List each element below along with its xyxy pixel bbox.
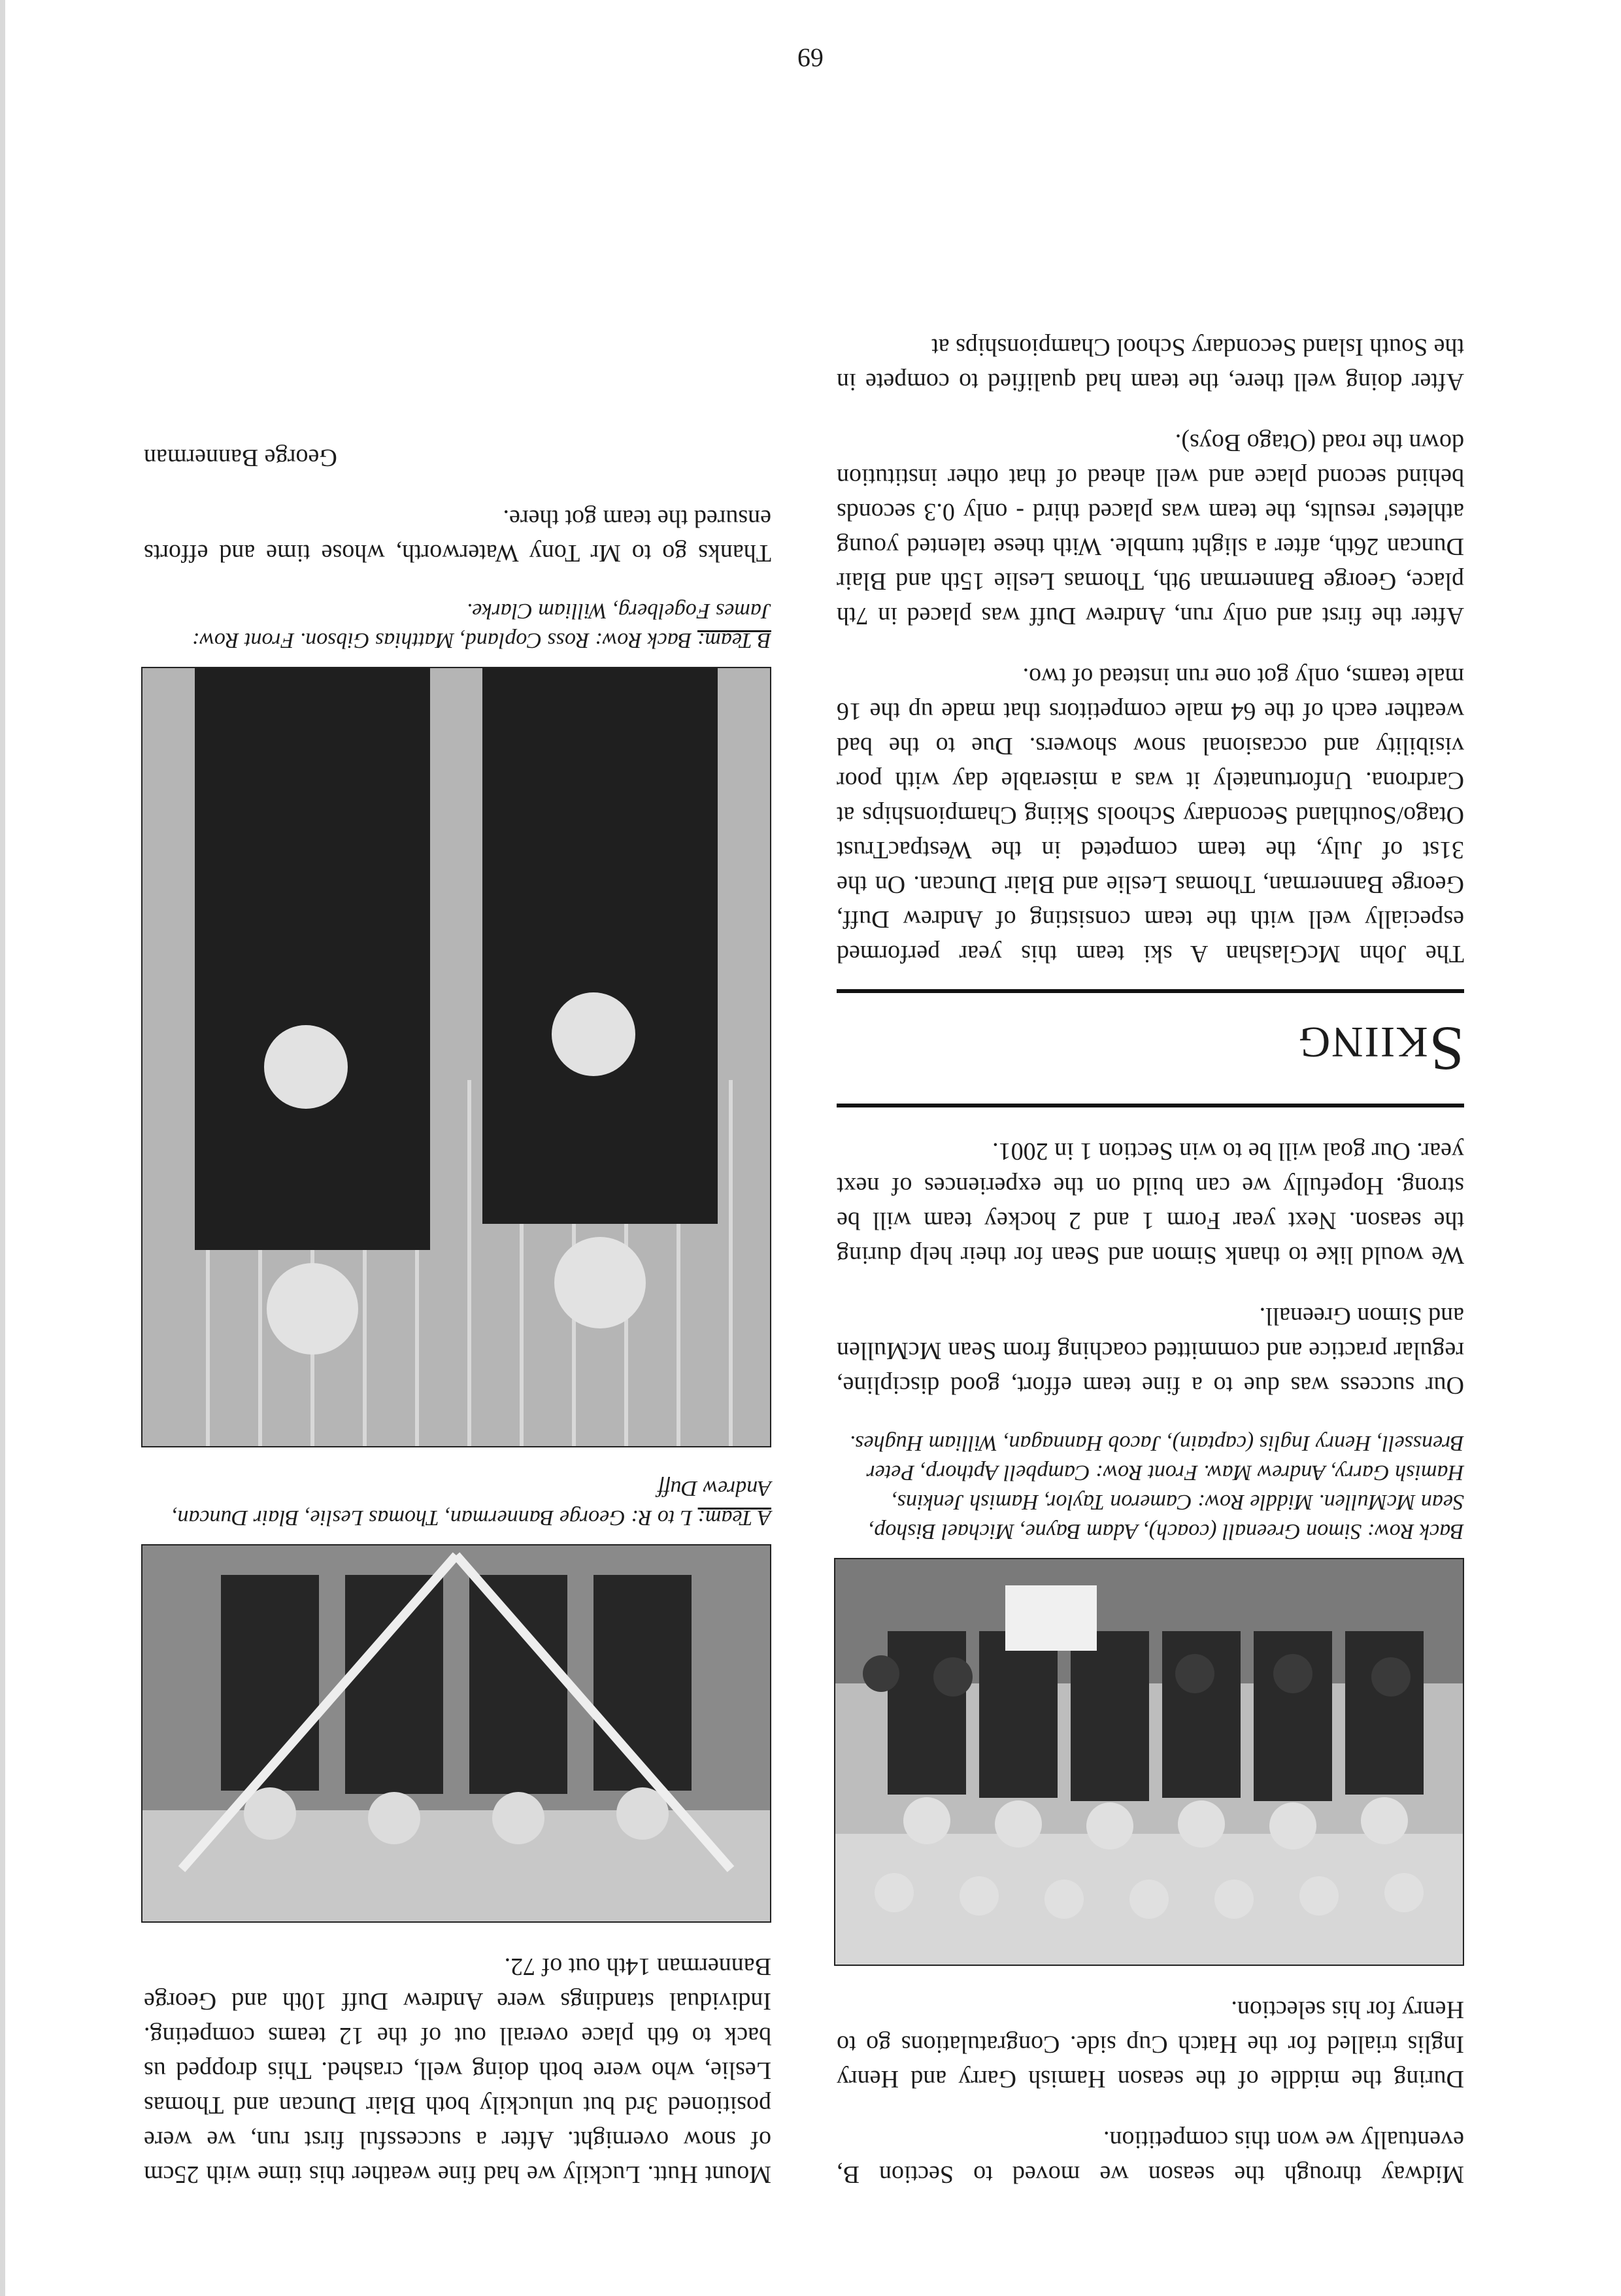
section-heading: Skiing [1297,1014,1464,1084]
paragraph: After the first and only run, Andrew Duff was placed in 7th place, George Bannerman 9th, Thomas Leslie 15th and Blair Duncan 26th, after a slight tumble. With these talented young athletes' results, the team was placed third - only 0.3 seconds behind second place and well ahead of that other institution down the road (Otago Boys). [837,429,1464,630]
left-column [837,303,1464,2191]
scan-edge-line [0,0,5,2296]
section-divider [837,989,1464,993]
paragraph: We would like to thank Simon and Sean for their help during the season. Next year Form 1 and 2 hockey team will be strong. Hopefully we can build on the experiences of next year. Our goal will be to win Section 1 in 2001. [837,1138,1464,1269]
ski-b-team-photo-image [142,668,770,1446]
paragraph: The John McGlashan A ski team this year performed especially well with the team consisting of Andrew Duff, George Bannerman, Thomas Leslie and Blair Duncan. On the 31st of July, the team competed in the WestpacTrust Otago/Southland Secondary Schools Skiing Championships at Cardrona. Unfortunately it was a miserable day with poor visibility and occasional snow showers. Due to the bad weather each of the 64 male competitors that made up the 16 male teams, only got one run instead of two. [837,663,1464,968]
hockey-team-photo-image [835,1559,1463,1965]
section-divider [837,1104,1464,1107]
paragraph: Thanks go to Mr Tony Waterworth, whose time and efforts ensured the team got there. [144,505,771,567]
paragraph: Mount Hutt. Luckily we had fine weather this time with 25cm of snow overnight. After a successful first run, we were positioned 3rd but unluckily both Blair Duncan and Thomas Leslie, who were both doing well, crashed. This dropped us back to 6th place overall out of the 12 teams competing. Individual standings were Andrew Duff 10th and George Bannerman 14th out of 72. [144,1953,771,2188]
ski-a-team-photo [141,1544,771,1923]
a-team-label: A Team: [697,1506,771,1530]
ski-a-team-photo-image [142,1545,770,1921]
paragraph: Our success was due to a fine team effort, good discipline, regular practice and committed coaching from Sean McMullen and Simon Greenall. [837,1302,1464,1399]
b-team-names: Back Row: Ross Copland, Matthias Gibson. Front Row: James Fogelberg, William Clarke. [192,599,771,652]
paragraph: After doing well there, the team had qualified to compete in the South Island Secondary School Championships at [837,333,1464,396]
right-column [144,414,771,2191]
a-team-names: L to R: George Bannerman, Thomas Leslie, Blair Duncan, Andrew Duff [171,1476,771,1530]
hockey-team-photo [834,1558,1464,1966]
ski-a-team-caption [144,1474,771,1532]
paragraph: During the middle of the season Hamish Garry and Henry Inglis trialled for the Hatch Cup side. Congratulations go to Henry for his selection. [837,1996,1464,2093]
ski-b-team-caption [144,596,771,655]
author-signature: George Bannerman [144,444,337,471]
page-number: 69 [797,43,824,73]
b-team-label: B Team: [697,628,771,652]
paragraph: Midway through the season we moved to Section B, eventually we won this competition. [837,2126,1464,2188]
hockey-photo-caption: Back Row: Simon Greenall (coach), Adam Bayne, Michael Bishop, Sean McMullen. Middle Row: Cameron Taylor, Hamish Jenkins, Hamish Garry, Andrew Maw. Front Row: Campbell Apthorp, Peter Brenssell, Henry Inglis (captain), Jacob Hannagan, William Hughes. [849,1431,1464,1544]
ski-b-team-photo [141,667,771,1447]
